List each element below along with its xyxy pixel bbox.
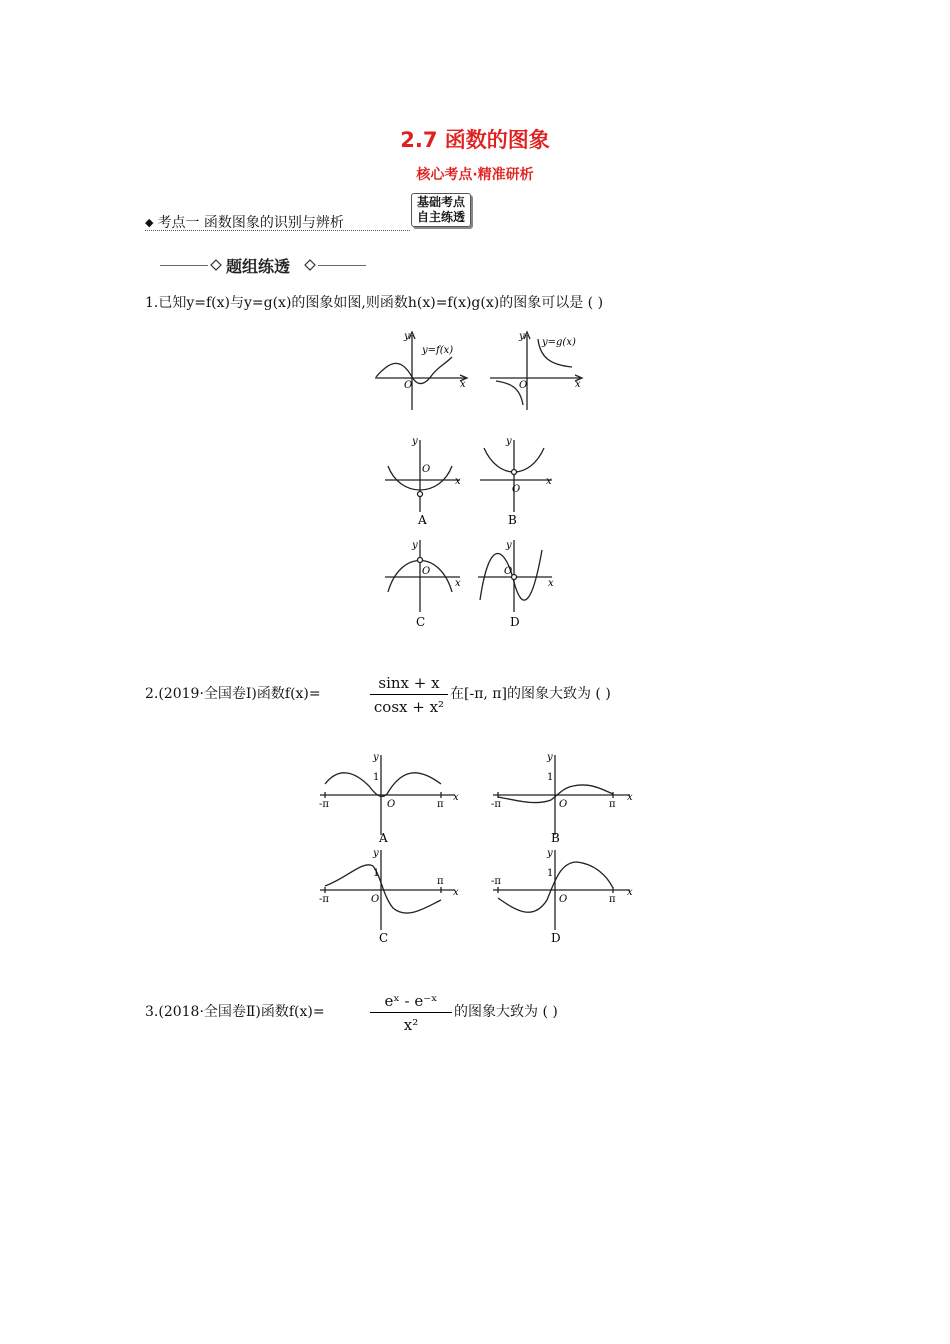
diamond-right-icon bbox=[304, 259, 316, 271]
dotted-underline bbox=[145, 230, 410, 231]
q2-option-b-graph bbox=[493, 755, 630, 835]
q2-option-b-label: B bbox=[551, 831, 560, 845]
d-x-label: x bbox=[548, 578, 554, 589]
q2c-x-label: x bbox=[453, 887, 459, 898]
group-title: 题组练透 bbox=[226, 257, 291, 276]
option-d-label: D bbox=[510, 615, 520, 629]
q2a-one-label: 1 bbox=[373, 772, 380, 783]
badge-line-2: 自主练透 bbox=[416, 210, 465, 224]
b-x-label: x bbox=[546, 476, 552, 487]
q2d-pi-label: π bbox=[609, 894, 616, 905]
q2d-one-label: 1 bbox=[547, 868, 554, 879]
f-x-label: x bbox=[460, 379, 466, 390]
d-y-label: y bbox=[506, 540, 512, 551]
q2-option-c-label: C bbox=[379, 931, 389, 945]
group-title-row bbox=[160, 254, 370, 278]
diamond-left-icon bbox=[210, 259, 222, 271]
question-3-suffix: 的图象大致为 ( ) bbox=[454, 1004, 558, 1020]
q2c-origin-label: O bbox=[371, 894, 380, 905]
q2a-neg-pi-label: -π bbox=[319, 799, 329, 810]
divider-left bbox=[160, 265, 208, 266]
page-title: 2.7 函数的图象 bbox=[400, 128, 550, 152]
q2a-origin-label: O bbox=[387, 799, 396, 810]
q2b-y-label: y bbox=[547, 752, 553, 763]
c-x-label: x bbox=[455, 578, 461, 589]
question-1-text: 1.已知y=f(x)与y=g(x)的图象如图,则函数h(x)=f(x)g(x)的图象可以是 ( ) bbox=[145, 295, 604, 311]
divider-right bbox=[318, 265, 366, 266]
q2b-one-label: 1 bbox=[547, 772, 554, 783]
option-c-label: C bbox=[416, 615, 426, 629]
a-x-label: x bbox=[455, 476, 461, 487]
q2-numerator: sinx + x bbox=[378, 674, 440, 692]
q3-numerator: eˣ - e⁻ˣ bbox=[384, 992, 438, 1010]
a-origin-label: O bbox=[422, 464, 431, 475]
f-label: y=f(x) bbox=[422, 345, 454, 356]
badge-line-1: 基础考点 bbox=[416, 195, 465, 209]
q2-option-d-graph bbox=[493, 850, 630, 930]
question-3-fraction bbox=[370, 992, 452, 1034]
graph-f bbox=[375, 332, 467, 410]
q2c-neg-pi-label: -π bbox=[319, 894, 329, 905]
q2d-y-label: y bbox=[547, 848, 553, 859]
q2c-one-label: 1 bbox=[373, 868, 380, 879]
g-label: y=g(x) bbox=[542, 337, 576, 348]
q2b-x-label: x bbox=[627, 792, 633, 803]
q2d-neg-pi-label: -π bbox=[491, 876, 501, 887]
q2-option-a-graph bbox=[320, 755, 455, 835]
section-heading-row bbox=[145, 212, 344, 232]
q2-option-graphs bbox=[315, 750, 645, 950]
q2b-origin-label: O bbox=[559, 799, 568, 810]
c-y-label: y bbox=[412, 540, 418, 551]
f-origin-label: O bbox=[404, 380, 413, 391]
q2b-neg-pi-label: -π bbox=[491, 799, 501, 810]
section-heading: 考点一 函数图象的识别与辨析 bbox=[157, 215, 344, 231]
option-b-label: B bbox=[508, 513, 517, 527]
option-d-graph bbox=[478, 540, 552, 612]
q2-option-c-graph bbox=[320, 850, 455, 930]
q2c-pi-label: π bbox=[437, 876, 444, 887]
badge-box bbox=[411, 193, 471, 227]
q2a-x-label: x bbox=[453, 792, 459, 803]
c-origin-label: O bbox=[422, 566, 431, 577]
q2d-origin-label: O bbox=[559, 894, 568, 905]
page-subtitle: 核心考点·精准研析 bbox=[416, 167, 534, 183]
diamond-icon: ◆ bbox=[145, 215, 154, 229]
q2-denominator: cosx + x² bbox=[370, 694, 448, 716]
q3-denominator: x² bbox=[370, 1012, 452, 1034]
option-a-label: A bbox=[418, 513, 427, 527]
q2d-x-label: x bbox=[627, 887, 633, 898]
question-2-fraction bbox=[370, 674, 448, 716]
g-origin-label: O bbox=[519, 380, 528, 391]
b-origin-label: O bbox=[512, 484, 521, 495]
d-origin-label: O bbox=[504, 566, 513, 577]
f-y-label: y bbox=[404, 331, 410, 342]
b-y-label: y bbox=[506, 436, 512, 447]
option-a-graph bbox=[385, 440, 460, 512]
q2-option-d-label: D bbox=[551, 931, 561, 945]
q1-given-graphs bbox=[370, 325, 590, 415]
q2b-pi-label: π bbox=[609, 799, 616, 810]
a-y-label: y bbox=[412, 436, 418, 447]
question-2-prefix: 2.(2019·全国卷Ⅰ)函数f(x)= bbox=[145, 686, 321, 702]
option-b-graph bbox=[480, 440, 552, 512]
q2a-y-label: y bbox=[373, 752, 379, 763]
q2a-pi-label: π bbox=[437, 799, 444, 810]
question-2-suffix: 在[-π, π]的图象大致为 ( ) bbox=[450, 686, 611, 702]
q2c-y-label: y bbox=[373, 848, 379, 859]
g-y-label: y bbox=[519, 331, 525, 342]
q1-option-graphs bbox=[380, 432, 570, 632]
q2-option-a-label: A bbox=[379, 831, 388, 845]
g-x-label: x bbox=[575, 379, 581, 390]
question-3-prefix: 3.(2018·全国卷Ⅱ)函数f(x)= bbox=[145, 1004, 325, 1020]
